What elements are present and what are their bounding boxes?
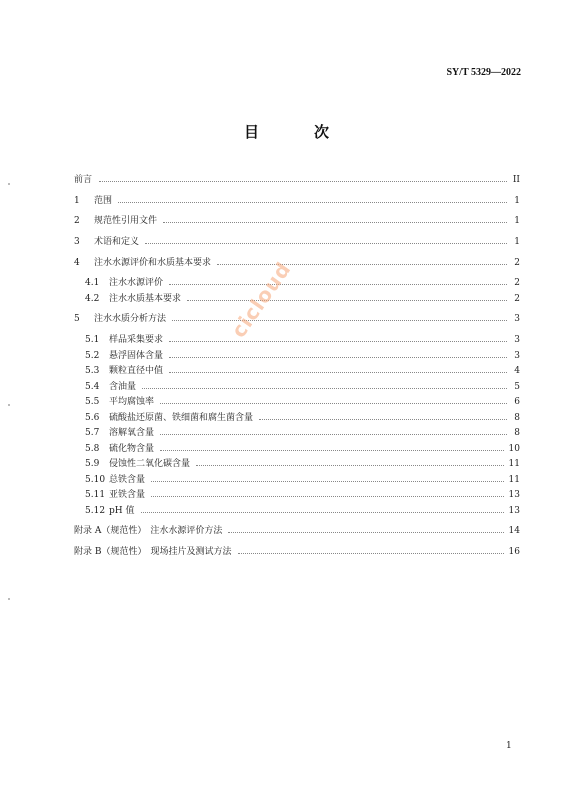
toc-leader-dots (142, 382, 507, 389)
toc-leader-dots (141, 506, 504, 513)
toc-entry[interactable] (74, 314, 520, 324)
toc-entry-title: 注水水质分析方法 (94, 314, 167, 324)
toc-entry-number: 5.2 (85, 351, 100, 361)
toc-entry-number: 3 (74, 237, 80, 247)
toc-leader-dots (228, 526, 503, 533)
toc-entry-page: 4 (514, 366, 520, 376)
toc-entry-title: 注水水源评价方法 (150, 526, 223, 536)
toc-leader-dots (163, 216, 507, 223)
toc-entry-title: 术语和定义 (94, 237, 140, 247)
toc-leader-dots (169, 335, 507, 342)
margin-mark (8, 183, 10, 185)
toc-entry-page: 10 (508, 444, 520, 454)
toc-entry-number: 4.1 (85, 278, 100, 288)
toc-leader-dots (169, 366, 507, 373)
toc-leader-dots (172, 314, 507, 321)
toc-entry-page: 1 (514, 196, 520, 206)
toc-entry[interactable] (74, 526, 520, 536)
toc-entry-page: 13 (508, 506, 520, 516)
toc-entry[interactable] (85, 490, 520, 500)
toc-entry-number: 5.12 (85, 506, 106, 516)
toc-entry-page: II (512, 175, 520, 185)
toc-entry-page: 16 (508, 547, 520, 557)
toc-entry[interactable] (85, 413, 520, 423)
toc-entry-title: 范围 (94, 196, 113, 206)
toc-entry-number: 2 (74, 216, 80, 226)
toc-entry-page: 2 (514, 294, 520, 304)
toc-entry-number: 5.3 (85, 366, 100, 376)
page-number: 1 (506, 741, 512, 751)
toc-entry[interactable] (85, 294, 520, 304)
toc-entry-title: 现场挂片及测试方法 (150, 547, 232, 557)
toc-entry[interactable] (85, 278, 520, 288)
toc-entry-page: 14 (508, 526, 520, 536)
toc-entry-number: 5.11 (85, 490, 106, 500)
toc-entry[interactable] (85, 397, 520, 407)
toc-entry-page: 1 (514, 216, 520, 226)
toc-leader-dots (217, 258, 507, 265)
toc-entry-page: 3 (514, 351, 520, 361)
toc-entry[interactable] (74, 175, 520, 185)
toc-leader-dots (145, 237, 507, 244)
toc-entry-page: 11 (508, 459, 520, 469)
toc-entry[interactable] (74, 196, 520, 206)
toc-entry[interactable] (85, 444, 520, 454)
toc-entry-number: 附录 A（规范性） (74, 526, 147, 536)
toc-entry-title: 硫酸盐还原菌、铁细菌和腐生菌含量 (109, 413, 254, 423)
toc-entry-page: 3 (514, 314, 520, 324)
toc-entry-title: pH 值 (109, 506, 135, 516)
toc-leader-dots (151, 490, 503, 497)
toc-leader-dots (196, 459, 504, 466)
watermark: cicloud (226, 257, 296, 342)
toc-entry-title: 侵蚀性二氧化碳含量 (109, 459, 191, 469)
toc-entry-title: 颗粒直径中值 (109, 366, 164, 376)
toc-entry-page: 6 (514, 397, 520, 407)
toc-entry-title: 注水水质基本要求 (109, 294, 182, 304)
page-title: 目 次 (243, 123, 349, 141)
toc-entry-number: 4.2 (85, 294, 100, 304)
toc-entry-page: 5 (514, 382, 520, 392)
toc-entry[interactable] (85, 335, 520, 345)
toc-entry-title: 亚铁含量 (109, 490, 146, 500)
toc-entry-page: 2 (514, 258, 520, 268)
toc-entry[interactable] (85, 428, 520, 438)
toc-entry-page: 8 (514, 428, 520, 438)
toc-entry-title: 悬浮固体含量 (109, 351, 164, 361)
toc-entry-number: 4 (74, 258, 80, 268)
toc-entry-page: 2 (514, 278, 520, 288)
toc-entry[interactable] (74, 258, 520, 268)
toc-entry-number: 5.6 (85, 413, 100, 423)
toc-entry-page: 3 (514, 335, 520, 345)
toc-entry-title: 含油量 (109, 382, 137, 392)
toc-entry-number: 5.10 (85, 475, 106, 485)
toc-entry-number: 5.1 (85, 335, 100, 345)
margin-mark (8, 404, 10, 406)
toc-entry-number: 5.8 (85, 444, 100, 454)
toc-entry-number: 5.5 (85, 397, 100, 407)
toc-entry[interactable] (85, 506, 520, 516)
toc-entry-title: 样品采集要求 (109, 335, 164, 345)
toc-entry[interactable] (85, 475, 520, 485)
toc-entry[interactable] (85, 382, 520, 392)
toc-leader-dots (118, 196, 507, 203)
toc-leader-dots (160, 444, 504, 451)
toc-leader-dots (160, 428, 507, 435)
toc-leader-dots (169, 278, 507, 285)
standard-code: SY/T 5329—2022 (446, 67, 521, 78)
toc-entry-title: 溶解氧含量 (109, 428, 155, 438)
toc-leader-dots (259, 413, 507, 420)
toc-entry-page: 13 (508, 490, 520, 500)
toc-entry-number: 附录 B（规范性） (74, 547, 147, 557)
toc-leader-dots (151, 475, 503, 482)
toc-entry[interactable] (85, 459, 520, 469)
toc-entry-title: 总铁含量 (109, 475, 146, 485)
margin-mark (8, 598, 10, 600)
toc-entry[interactable] (85, 351, 520, 361)
toc-leader-dots (169, 351, 507, 358)
toc-leader-dots (99, 175, 507, 182)
toc-entry-page: 8 (514, 413, 520, 423)
toc-entry-number: 前言 (74, 175, 93, 185)
toc-leader-dots (238, 547, 504, 554)
toc-entry-title: 硫化物含量 (109, 444, 155, 454)
toc-entry-title: 注水水源评价 (109, 278, 164, 288)
toc-entry-number: 5.7 (85, 428, 100, 438)
toc-entry-number: 5.4 (85, 382, 100, 392)
toc-entry-title: 平均腐蚀率 (109, 397, 155, 407)
toc-entry-number: 1 (74, 196, 80, 206)
toc-entry[interactable] (85, 366, 520, 376)
toc-leader-dots (187, 294, 507, 301)
toc-entry[interactable] (74, 237, 520, 247)
toc-entry-title: 注水水源评价和水质基本要求 (94, 258, 212, 268)
toc-entry[interactable] (74, 216, 520, 226)
toc-entry-title: 规范性引用文件 (94, 216, 158, 226)
toc-entry[interactable] (74, 547, 520, 557)
toc-leader-dots (160, 397, 507, 404)
toc-entry-number: 5.9 (85, 459, 100, 469)
toc-entry-page: 1 (514, 237, 520, 247)
toc-entry-number: 5 (74, 314, 80, 324)
toc-entry-page: 11 (508, 475, 520, 485)
